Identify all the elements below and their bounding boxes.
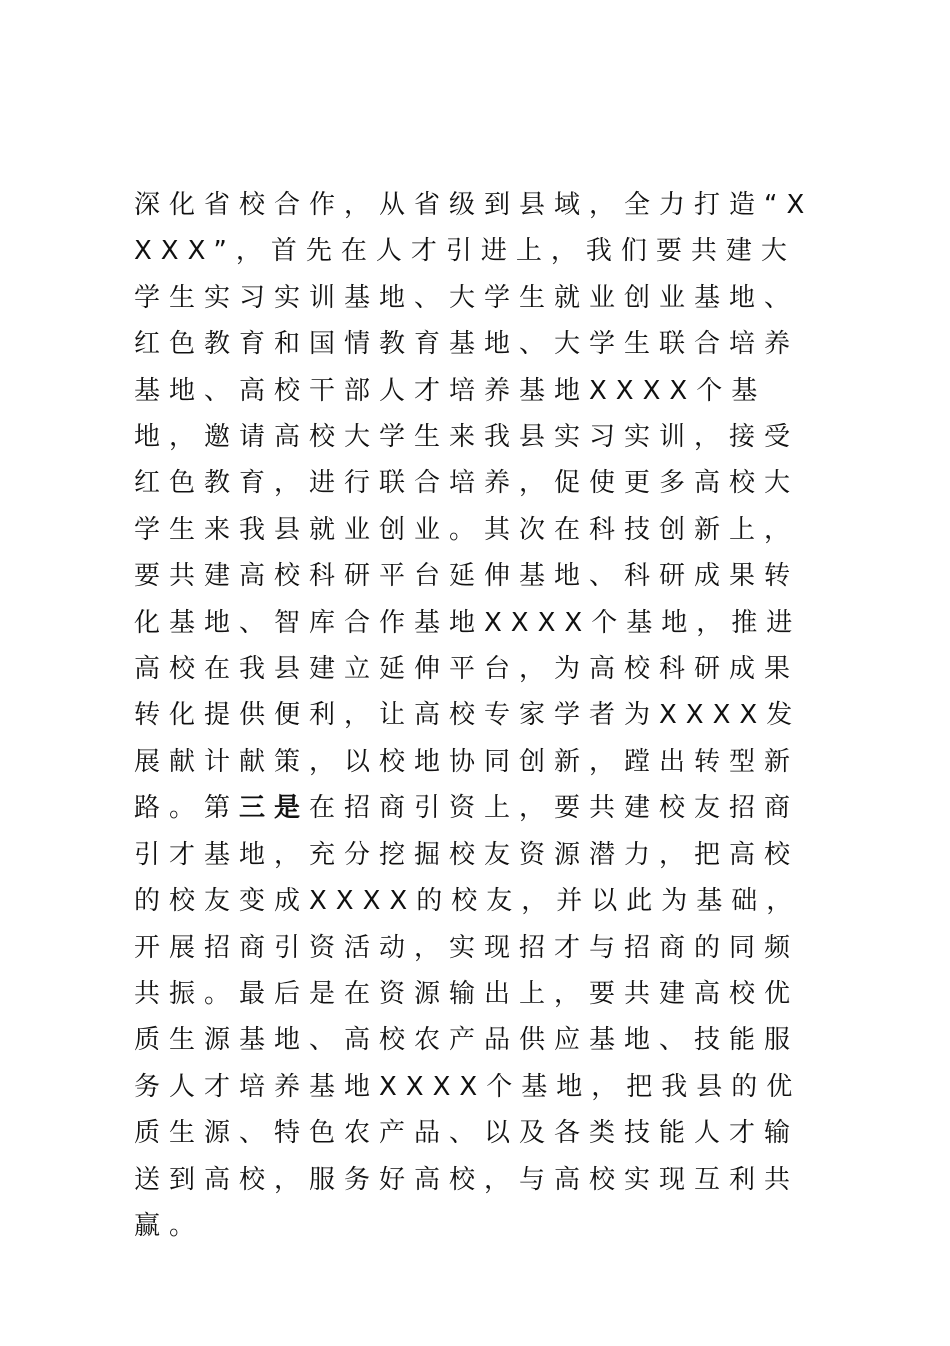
body-paragraph	[134, 182, 816, 1249]
paragraph-text-part-1: 深化省校合作，从省级到县域，全力打造“XXXX”，首先在人才引进上，我们要共建大学生实习实训基地、大学生就业创业基地、红色教育和国情教育基地、大学生联合培养基地、高校干部人才培养基地XXXX个基地，邀请高校大学生来我县实习实训，接受红色教育，进行联合培养，促使更多高校大学生来我县就业创业。其次在科技创新上，要共建高校科研平台延伸基地、科研成果转化基地、智库合作基地XXXX个基地，推进高校在我县建立延伸平台，为高校科研成果转化提供便利，让高校专家学者为XXXX发展献计献策，以校地协同创新，蹚出转型新路。第	[134, 190, 814, 824]
paragraph-emphasis: 三是	[239, 793, 310, 824]
paragraph-text-part-2: 在招商引资上，要共建校友招商引才基地，充分挖掘校友资源潜力，把高校的校友变成XXXX的校友，并以此为基础，开展招商引资活动，实现招才与招商的同频共振。最后是在资源输出上，要共建高校优质生源基地、高校农产品供应基地、技能服务人才培养基地XXXX个基地，把我县的优质生源、特色农产品、以及各类技能人才输送到高校，服务好高校，与高校实现互利共赢。	[134, 793, 802, 1241]
